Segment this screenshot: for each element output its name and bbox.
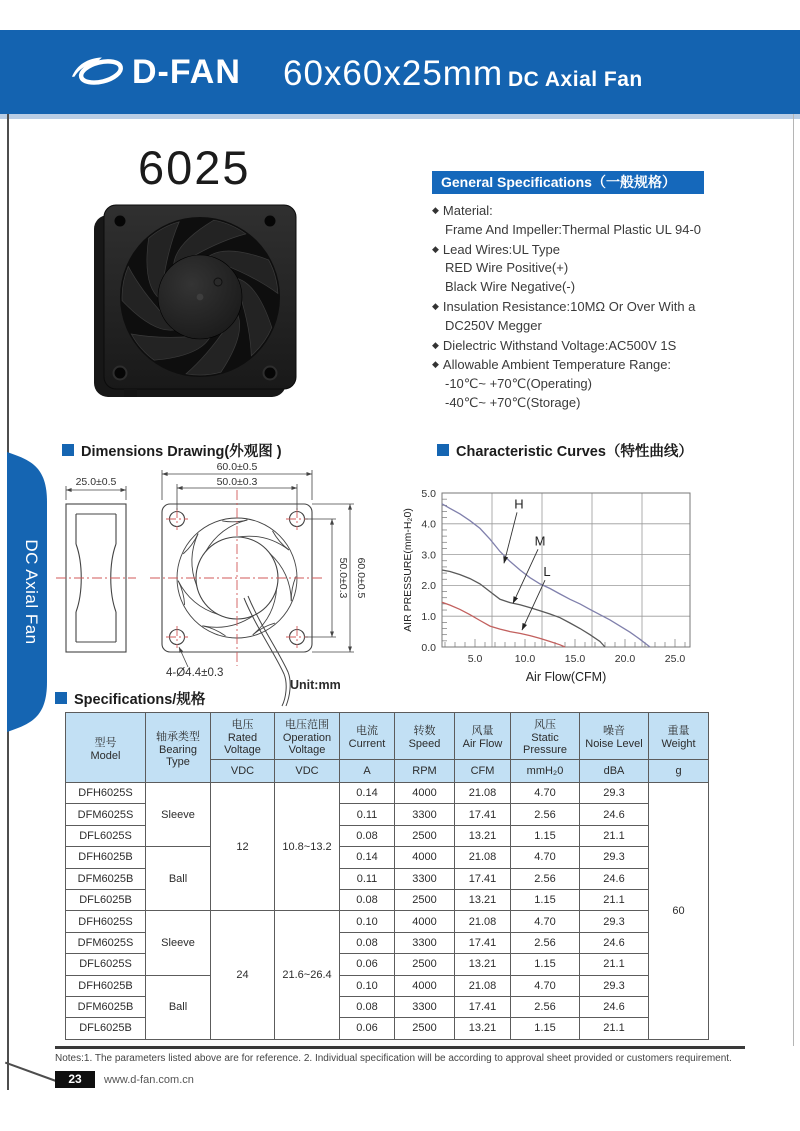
curve-label-H: H [514,496,524,512]
model-cell: DFL6025S [66,825,146,846]
spec-cell: 3300 [395,996,455,1017]
op_voltage-cell: 21.6~26.4 [275,911,340,1039]
model-cell: DFM6025B [66,996,146,1017]
general-spec-item: -10℃~ +70℃(Operating) [445,376,592,392]
column-header: 噪音 Noise Level [580,713,649,760]
spec-cell: 21.1 [580,825,649,846]
sidebar-tab [0,448,48,736]
model-number: 6025 [138,141,251,194]
general-spec-item: DC250V Megger [445,317,542,333]
characteristic-curves-chart [400,455,790,690]
spec-cell: 29.3 [580,911,649,932]
x-tick-label: 25.0 [664,653,686,665]
spec-cell: 13.21 [455,889,511,910]
column-unit: RPM [395,760,455,783]
curve-label-M: M [534,533,546,549]
spec-cell: 4000 [395,975,455,996]
spec-cell: 3300 [395,804,455,825]
section-bullet-icon [62,444,74,456]
left-border-diagonal [5,1062,56,1082]
general-specs-list [432,201,777,413]
spec-cell: 2.56 [511,996,580,1017]
footer-notes: Notes:1. The parameters listed above are for reference. 2. Individual specification will be according to approval sheet provided or customers requirement. [55,1053,732,1064]
spec-cell: 21.08 [455,911,511,932]
spec-cell: 0.08 [340,889,395,910]
y-tick-label: 4.0 [421,518,436,531]
spec-cell: 29.3 [580,847,649,868]
column-header: 重量 Weight [649,713,709,760]
header-banner [0,30,800,114]
table-row [66,783,709,804]
table-row [66,975,709,996]
spec-cell: 0.11 [340,868,395,889]
voltage-cell: 12 [211,783,275,911]
column-unit: g [649,760,709,783]
spec-cell: 0.08 [340,996,395,1017]
column-header: 转数 Speed [395,713,455,760]
column-header: 电压 Rated Voltage [211,713,275,760]
spec-cell: 24.6 [580,868,649,889]
spec-cell: 1.15 [511,954,580,975]
bearing-cell: Ball [146,975,211,1039]
page-title: 60x60x25mm [283,54,504,93]
dfan-logo-icon [70,49,128,93]
spec-cell: 2500 [395,954,455,975]
bearing-cell: Ball [146,847,211,911]
spec-cell: 3300 [395,868,455,889]
right-border-line [793,114,794,1046]
y-tick-label: 3.0 [421,549,436,562]
dim-unit-label: Unit:mm [290,678,341,692]
spec-cell: 2.56 [511,868,580,889]
dim-hole-pitch-label: 50.0±0.3 [216,476,258,488]
spec-cell: 0.06 [340,1018,395,1039]
column-unit: CFM [455,760,511,783]
dim-depth-label: 25.0±0.5 [75,476,117,488]
general-specs-header: General Specifications（一般规格） [432,171,704,194]
dim-outer-width-label: 60.0±0.5 [216,461,258,473]
spec-cell: 2500 [395,1018,455,1039]
dimensions-drawing [50,460,420,710]
spec-cell: 0.08 [340,932,395,953]
spec-cell: 17.41 [455,932,511,953]
column-unit: VDC [211,760,275,783]
spec-cell: 4.70 [511,783,580,804]
column-header: 轴承类型 Bearing Type [146,713,211,783]
dim-outer-height-label: 60.0±0.5 [355,557,367,599]
model-cell: DFM6025S [66,932,146,953]
curves-section-title: Characteristic Curves（特性曲线） [437,440,693,461]
column-unit: A [340,760,395,783]
model-cell: DFL6025S [66,954,146,975]
table-row [66,911,709,932]
general-spec-item: ◆ Allowable Ambient Temperature Range: [432,355,777,375]
y-tick-label: 0.0 [421,641,436,654]
sidebar-tab-label: DC Axial Fan [22,539,41,645]
spec-cell: 21.1 [580,954,649,975]
spec-cell: 0.06 [340,954,395,975]
page-subtitle: DC Axial Fan [508,68,643,91]
model-cell: DFM6025B [66,868,146,889]
website-link[interactable]: www.d-fan.com.cn [104,1074,194,1086]
spec-cell: 4.70 [511,975,580,996]
model-cell: DFL6025B [66,889,146,910]
general-spec-item: ◆ Insulation Resistance:10MΩ Or Over With a [432,297,777,317]
model-cell: DFH6025B [66,847,146,868]
spec-cell: 17.41 [455,804,511,825]
spec-cell: 21.1 [580,1018,649,1039]
spec-cell: 4000 [395,847,455,868]
column-header: 风压 Static Pressure [511,713,580,760]
spec-cell: 0.08 [340,825,395,846]
y-tick-label: 2.0 [421,580,436,593]
spec-cell: 3300 [395,932,455,953]
dimensions-section-title: Dimensions Drawing(外观图 ) [62,440,282,461]
spec-cell: 2.56 [511,804,580,825]
spec-cell: 4.70 [511,847,580,868]
dim-hole-pitch-v-label: 50.0±0.3 [337,557,349,599]
spec-cell: 21.08 [455,975,511,996]
column-header: 型号 Model [66,713,146,783]
spec-cell: 1.15 [511,889,580,910]
curve-L [442,602,565,647]
x-tick-label: 15.0 [564,653,586,665]
column-header: 风量 Air Flow [455,713,511,760]
spec-cell: 24.6 [580,932,649,953]
spec-cell: 21.1 [580,889,649,910]
column-unit: dBA [580,760,649,783]
spec-cell: 29.3 [580,783,649,804]
general-spec-item: ◆ Lead Wires:UL Type [432,240,777,260]
spec-cell: 21.08 [455,847,511,868]
x-tick-label: 5.0 [467,653,483,665]
column-header: 电流 Current [340,713,395,760]
spec-cell: 13.21 [455,954,511,975]
footer-rule [55,1046,745,1049]
weight-cell: 60 [649,783,709,1040]
specifications-section-title: Specifications/规格 [55,688,205,709]
x-tick-label: 20.0 [614,653,636,665]
y-tick-label: 5.0 [421,487,436,500]
voltage-cell: 24 [211,911,275,1039]
dim-holes-label: 4-Ø4.4±0.3 [166,667,224,679]
x-tick-label: 10.0 [514,653,536,665]
specifications-table [65,712,709,1040]
table-row [66,847,709,868]
model-cell: DFH6025S [66,783,146,804]
column-unit: mmH₂0 [511,760,580,783]
general-spec-item: ◆ Dielectric Withstand Voltage:AC500V 1S [432,336,777,356]
model-cell: DFM6025S [66,804,146,825]
spec-cell: 2500 [395,825,455,846]
page-number-badge: 23 [55,1071,95,1088]
banner-accent-strip [0,114,800,119]
logo-text: D-FAN [132,53,241,91]
spec-cell: 17.41 [455,868,511,889]
spec-cell: 24.6 [580,804,649,825]
spec-cell: 0.10 [340,975,395,996]
spec-cell: 0.14 [340,783,395,804]
spec-cell: 21.08 [455,783,511,804]
spec-cell: 1.15 [511,825,580,846]
op_voltage-cell: 10.8~13.2 [275,783,340,911]
y-tick-label: 1.0 [421,611,436,623]
spec-cell: 29.3 [580,975,649,996]
bearing-cell: Sleeve [146,911,211,975]
spec-cell: 13.21 [455,825,511,846]
general-spec-item: -40℃~ +70℃(Storage) [445,394,581,410]
spec-cell: 2500 [395,889,455,910]
bearing-cell: Sleeve [146,783,211,847]
spec-cell: 13.21 [455,1018,511,1039]
column-header: 电压范围 Operation Voltage [275,713,340,760]
x-axis-title: Air Flow(CFM) [525,670,607,684]
general-spec-item: Black Wire Negative(-) [445,279,576,295]
spec-cell: 1.15 [511,1018,580,1039]
spec-cell: 4.70 [511,911,580,932]
general-spec-item: ◆ Material: [432,201,777,221]
model-cell: DFH6025B [66,975,146,996]
model-cell: DFL6025B [66,1018,146,1039]
general-spec-item: Frame And Impeller:Thermal Plastic UL 94-0 [445,221,702,237]
spec-cell: 2.56 [511,932,580,953]
spec-cell: 4000 [395,911,455,932]
spec-cell: 17.41 [455,996,511,1017]
fan-product-photo [90,203,300,403]
column-unit: VDC [275,760,340,783]
spec-cell: 4000 [395,783,455,804]
spec-cell: 0.11 [340,804,395,825]
spec-cell: 0.14 [340,847,395,868]
spec-cell: 24.6 [580,996,649,1017]
curve-label-L: L [543,564,551,580]
general-spec-item: RED Wire Positive(+) [445,260,569,276]
spec-cell: 0.10 [340,911,395,932]
model-cell: DFH6025S [66,911,146,932]
y-axis-title: AIR PRESSURE(mm-H₂0) [402,508,414,632]
